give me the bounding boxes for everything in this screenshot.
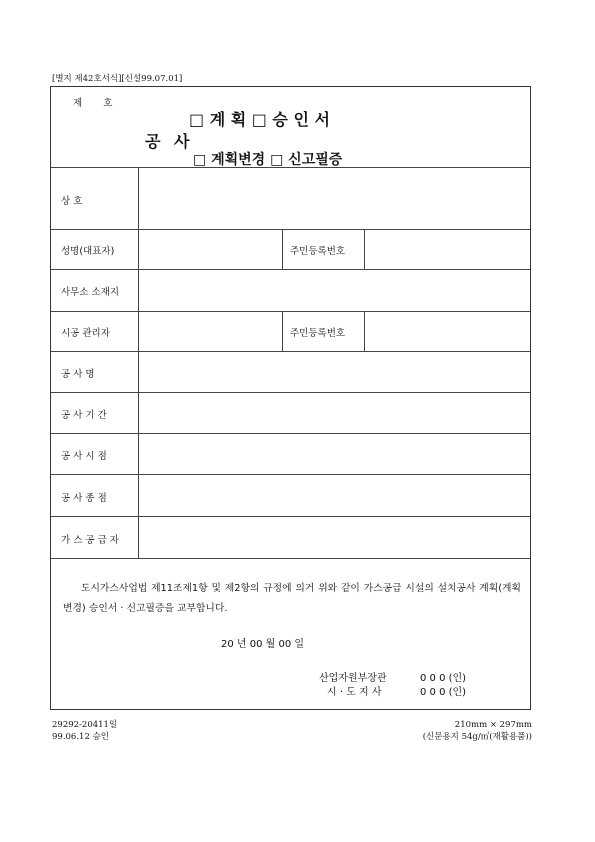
form-caption: [별지 제42호서식][신설99.07.01] [52,74,183,84]
signer-title-minister: 산업자원부장관 [319,673,387,684]
label-start-point: 공 사 시 점 [61,451,107,462]
title-line-2: □ 계획변경 □ 신고필증 [193,152,343,168]
rule-row-3 [51,311,530,312]
rule-row-1 [51,229,530,230]
rule-split-row-4a [282,311,283,351]
rule-title-bottom [51,167,530,168]
label-construction-manager: 시공 관리자 [61,328,110,339]
label-period: 공 사 기 간 [61,410,107,421]
rule-row-7 [51,474,530,475]
label-resident-no-2: 주민등록번호 [290,328,346,339]
footer-approval-date: 99.06.12 승인 [52,732,109,742]
rule-split-row-2a [282,229,283,269]
rule-split-row-4b [364,311,365,351]
rule-split-row-2b [364,229,365,269]
rule-row-6 [51,433,530,434]
rule-row-2 [51,269,530,270]
declaration-text: 도시가스사업법 제11조제1항 및 제2항의 규정에 의거 위와 같이 가스공급 시설의 설치공사 계획(계획변경) 승인서 · 신고필증을 교부합니다. [63,583,521,614]
label-name-rep: 성명(대표자) [61,246,115,257]
rule-row-5 [51,392,530,393]
footer-paper-size: 210mm × 297mm [454,720,532,730]
footer-paper-type: (신문용지 54g/㎡(재활용품)) [422,732,532,742]
doc-number-label: 제 호 [73,98,113,109]
approval-form [50,86,531,710]
title-prefix: 공 사 [145,132,194,151]
signer-seal-minister: 0 0 0 (인) [420,673,467,684]
title-line-1: □ 계 획 □ 승 인 서 [189,110,330,129]
rule-row-9 [51,558,530,559]
footer-approval-info [52,719,117,743]
label-trade-name: 상 호 [61,196,83,207]
footer-code: 29292-20411일 [52,720,118,730]
signer-title-governor: 시 · 도 지 사 [327,687,382,698]
signer-seal-governor: 0 0 0 (인) [420,687,467,698]
rule-label-column [138,167,139,558]
label-resident-no-1: 주민등록번호 [290,246,346,257]
rule-row-8 [51,516,530,517]
label-end-point: 공 사 종 점 [61,493,107,504]
label-project-name: 공 사 명 [61,369,95,380]
footer-paper-spec [372,719,532,743]
label-supplier: 가 스 공 급 자 [61,535,119,546]
label-office-location: 사무소 소재지 [61,287,120,298]
rule-row-4 [51,351,530,352]
issue-date: 20 년 00 월 00 일 [221,639,305,650]
